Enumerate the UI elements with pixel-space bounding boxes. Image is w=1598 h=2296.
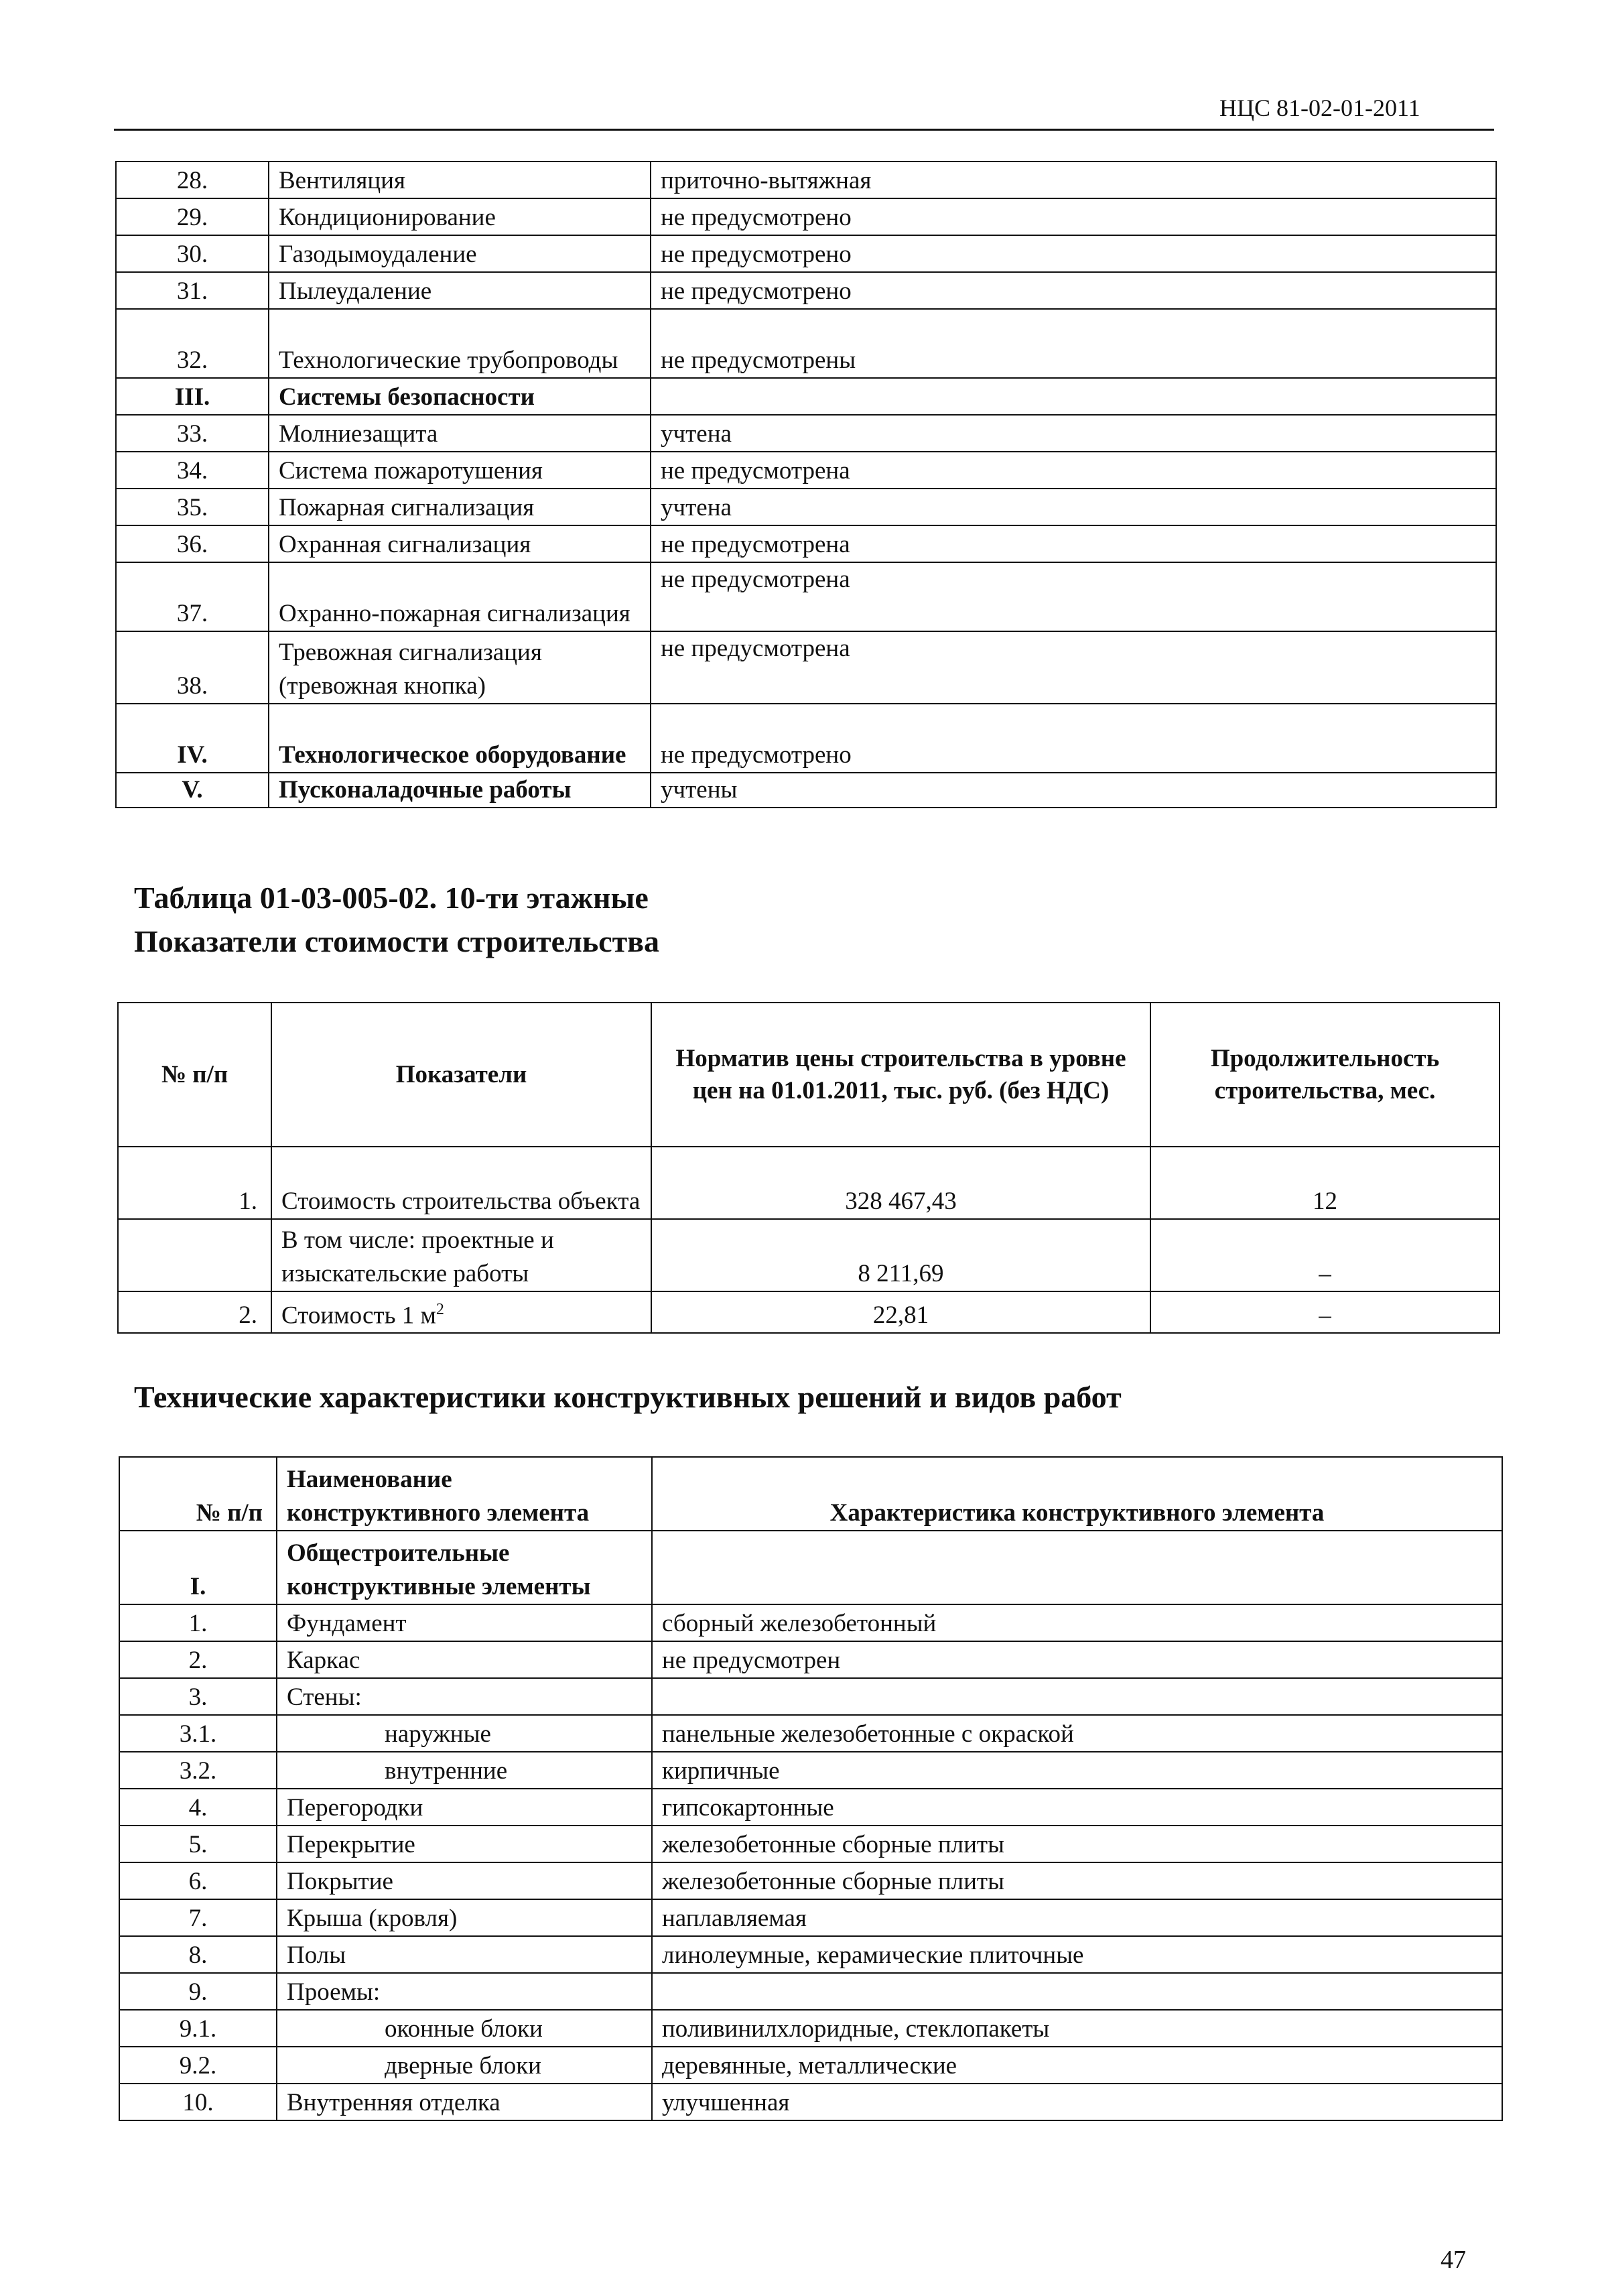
row-element: оконные блоки	[277, 2010, 652, 2047]
row-number: 9.	[119, 1973, 277, 2010]
row-value: не предусмотрено	[651, 704, 1496, 773]
row-characteristic: железобетонные сборные плиты	[652, 1862, 1502, 1899]
row-element: Крыша (кровля)	[277, 1899, 652, 1936]
row-characteristic	[652, 1973, 1502, 2010]
row-name: Технологические трубопроводы	[269, 309, 651, 378]
row-value: учтена	[651, 415, 1496, 452]
row-characteristic: кирпичные	[652, 1752, 1502, 1789]
row-characteristic	[652, 1678, 1502, 1715]
col-header-num: № п/п	[119, 1457, 277, 1531]
row-name: Молниезащита	[269, 415, 651, 452]
row-duration: –	[1150, 1219, 1500, 1291]
row-characteristic: гипсокартонные	[652, 1789, 1502, 1826]
cost-indicators-table	[117, 1002, 1500, 1334]
row-number: 7.	[119, 1899, 277, 1936]
table-row	[116, 309, 1496, 378]
row-norm: 328 467,43	[651, 1147, 1150, 1219]
row-element: наружные	[277, 1715, 652, 1752]
table-row	[119, 1715, 1502, 1752]
row-characteristic: железобетонные сборные плиты	[652, 1826, 1502, 1862]
row-name: Охранная сигнализация	[269, 525, 651, 562]
row-number: 30.	[116, 235, 269, 272]
row-name: Пожарная сигнализация	[269, 489, 651, 525]
table-row	[116, 525, 1496, 562]
row-number: 37.	[116, 562, 269, 631]
section-number: IV.	[116, 704, 269, 773]
row-element: внутренние	[277, 1752, 652, 1789]
section-number: I.	[119, 1531, 277, 1604]
table-row	[116, 631, 1496, 704]
row-number: 3.	[119, 1678, 277, 1715]
row-value	[651, 378, 1496, 415]
col-header-norm: Норматив цены строительства в уровне цен на 01.01.2011, тыс. руб. (без НДС)	[651, 1003, 1150, 1147]
section-row	[116, 773, 1496, 808]
table-row	[116, 198, 1496, 235]
row-name: Тревожная сигнализация (тревожная кнопка)	[269, 631, 651, 704]
superscript: 2	[436, 1300, 444, 1318]
row-number: 2.	[119, 1641, 277, 1678]
row-value: не предусмотрена	[651, 452, 1496, 489]
row-number: 33.	[116, 415, 269, 452]
section-row	[116, 704, 1496, 773]
row-name: Вентиляция	[269, 162, 651, 198]
table-row	[118, 1291, 1500, 1333]
row-number: 36.	[116, 525, 269, 562]
row-number: 9.1.	[119, 2010, 277, 2047]
table-row	[118, 1219, 1500, 1291]
col-header-indicator: Показатели	[271, 1003, 651, 1147]
row-number: 6.	[119, 1862, 277, 1899]
row-characteristic: сборный железобетонный	[652, 1604, 1502, 1641]
row-duration: 12	[1150, 1147, 1500, 1219]
row-characteristic: наплавляемая	[652, 1899, 1502, 1936]
row-number: 4.	[119, 1789, 277, 1826]
cost-table-subtitle: Показатели стоимости строительства	[134, 924, 660, 958]
table-header-row	[119, 1457, 1502, 1531]
row-value: не предусмотрена	[651, 525, 1496, 562]
row-element: Фундамент	[277, 1604, 652, 1641]
tech-table-title: Технические характеристики конструктивных решений и видов работ	[134, 1380, 1122, 1414]
row-characteristic	[652, 1531, 1502, 1604]
table-row	[119, 1973, 1502, 2010]
tech-characteristics-table	[119, 1456, 1503, 2121]
cost-table-title: Таблица 01-03-005-02. 10-ти этажные	[134, 881, 649, 915]
table-row	[119, 1752, 1502, 1789]
row-element: Внутренняя отделка	[277, 2084, 652, 2120]
section-name: Пусконаладочные работы	[269, 773, 651, 808]
table-row	[116, 272, 1496, 309]
table-row	[116, 162, 1496, 198]
row-number: 38.	[116, 631, 269, 704]
row-element: дверные блоки	[277, 2047, 652, 2084]
row-name: Система пожаротушения	[269, 452, 651, 489]
table-row	[116, 562, 1496, 631]
table-row	[119, 1641, 1502, 1678]
row-characteristic: панельные железобетонные с окраской	[652, 1715, 1502, 1752]
table-row	[116, 415, 1496, 452]
row-characteristic: линолеумные, керамические плиточные	[652, 1936, 1502, 1973]
row-number: 32.	[116, 309, 269, 378]
col-header-characteristic: Характеристика конструктивного элемента	[652, 1457, 1502, 1531]
row-number: 3.1.	[119, 1715, 277, 1752]
row-number: 10.	[119, 2084, 277, 2120]
col-header-num: № п/п	[118, 1003, 271, 1147]
table-header-row	[118, 1003, 1500, 1147]
header-rule	[114, 129, 1494, 131]
row-value: приточно-вытяжная	[651, 162, 1496, 198]
table-row	[119, 1862, 1502, 1899]
col-header-duration: Продолжительность строительства, мес.	[1150, 1003, 1500, 1147]
row-characteristic: деревянные, металлические	[652, 2047, 1502, 2084]
table-row	[116, 452, 1496, 489]
section-name: Технологическое оборудование	[269, 704, 651, 773]
row-element: Перегородки	[277, 1789, 652, 1826]
row-number: 31.	[116, 272, 269, 309]
row-norm: 22,81	[651, 1291, 1150, 1333]
table-row	[118, 1147, 1500, 1219]
row-characteristic: поливинилхлоридные, стеклопакеты	[652, 2010, 1502, 2047]
table-row	[119, 1604, 1502, 1641]
row-number: 1.	[118, 1147, 271, 1219]
indicator-text: Стоимость 1 м	[281, 1301, 436, 1329]
row-name: Газодымоудаление	[269, 235, 651, 272]
table-row	[119, 2010, 1502, 2047]
row-value: не предусмотрено	[651, 198, 1496, 235]
page-number: 47	[1441, 2246, 1466, 2274]
row-value: не предусмотрены	[651, 309, 1496, 378]
col-header-element: Наименование конструктивного элемента	[277, 1457, 652, 1531]
row-number: 34.	[116, 452, 269, 489]
section-number: V.	[116, 773, 269, 808]
table-row	[119, 2047, 1502, 2084]
row-value: учтена	[651, 489, 1496, 525]
section-row	[119, 1531, 1502, 1604]
table-row	[119, 1899, 1502, 1936]
row-name: Охранно-пожарная сигнализация	[269, 562, 651, 631]
row-number: 35.	[116, 489, 269, 525]
row-number: 9.2.	[119, 2047, 277, 2084]
row-number: 1.	[119, 1604, 277, 1641]
row-number: 2.	[118, 1291, 271, 1333]
row-element: Покрытие	[277, 1862, 652, 1899]
row-number: 3.2.	[119, 1752, 277, 1789]
table-row	[119, 1789, 1502, 1826]
document-code: НЦС 81-02-01-2011	[1219, 94, 1420, 121]
row-characteristic: не предусмотрен	[652, 1641, 1502, 1678]
row-value: не предусмотрена	[651, 562, 1496, 631]
row-element: Полы	[277, 1936, 652, 1973]
row-element: Перекрытие	[277, 1826, 652, 1862]
table-row	[119, 1936, 1502, 1973]
row-number: 28.	[116, 162, 269, 198]
table-row	[116, 235, 1496, 272]
table-row	[119, 1826, 1502, 1862]
row-name: Кондиционирование	[269, 198, 651, 235]
row-number: 29.	[116, 198, 269, 235]
engineering-systems-table	[115, 161, 1497, 808]
row-indicator: В том числе: проектные и изыскательские работы	[271, 1219, 651, 1291]
row-number	[118, 1219, 271, 1291]
row-indicator	[271, 1291, 651, 1333]
row-name: Пылеудаление	[269, 272, 651, 309]
section-name: Общестроительные конструктивные элементы	[277, 1531, 652, 1604]
table-row	[119, 2084, 1502, 2120]
section-number: III.	[116, 378, 269, 415]
row-element: Каркас	[277, 1641, 652, 1678]
table-row	[116, 489, 1496, 525]
row-element: Стены:	[277, 1678, 652, 1715]
table-row	[119, 1678, 1502, 1715]
row-value: не предусмотрено	[651, 272, 1496, 309]
row-duration: –	[1150, 1291, 1500, 1333]
section-row	[116, 378, 1496, 415]
row-characteristic: улучшенная	[652, 2084, 1502, 2120]
row-indicator: Стоимость строительства объекта	[271, 1147, 651, 1219]
row-value: учтены	[651, 773, 1496, 808]
row-norm: 8 211,69	[651, 1219, 1150, 1291]
row-value: не предусмотрено	[651, 235, 1496, 272]
section-name: Системы безопасности	[269, 378, 651, 415]
row-number: 5.	[119, 1826, 277, 1862]
row-number: 8.	[119, 1936, 277, 1973]
row-element: Проемы:	[277, 1973, 652, 2010]
row-value: не предусмотрена	[651, 631, 1496, 704]
